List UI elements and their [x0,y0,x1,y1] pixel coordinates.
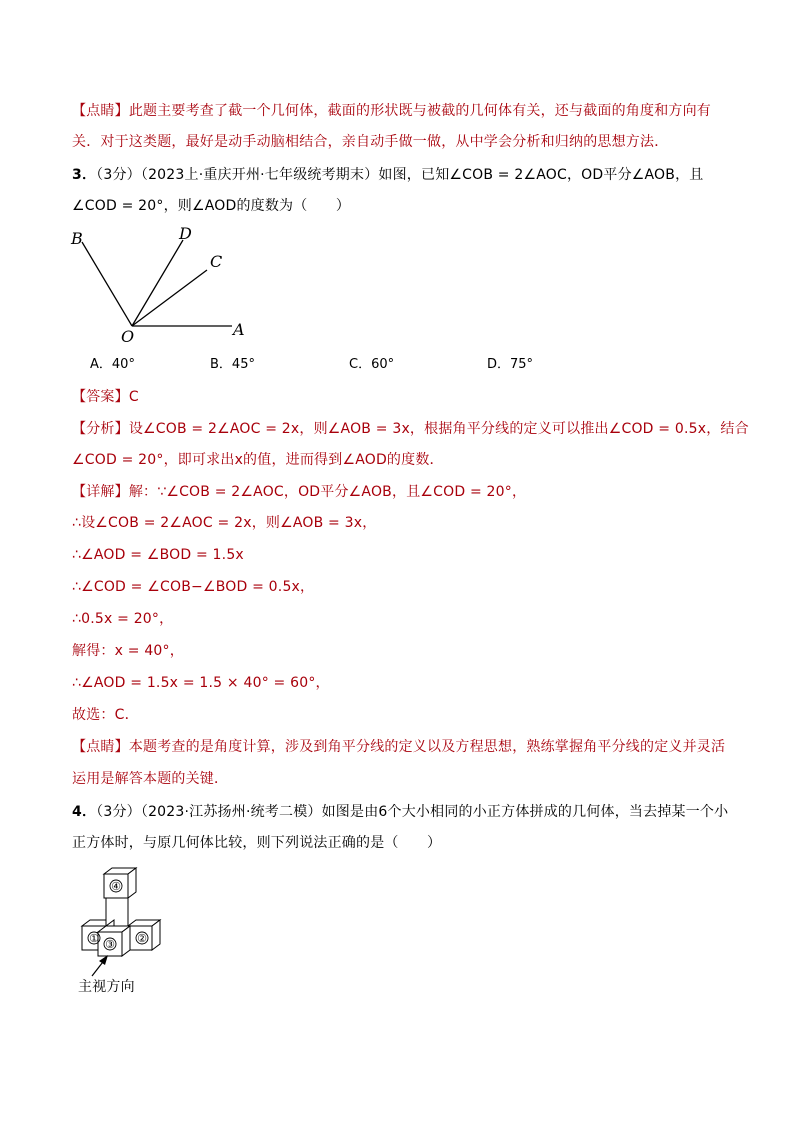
q3-source: （2023上·重庆开州·七年级统考期末） [140,167,379,183]
cube-label-4: ④ [111,880,121,893]
option-c-value: 60° [371,357,395,372]
q3-comment-tag: 【点睛】 [72,739,129,755]
q3-stem-line-1 [72,165,703,185]
detail-tag: 【详解】 [72,484,129,500]
cube-label-3: ③ [105,938,115,951]
q3-stem-line-2: ∠COD = 20°，则∠AOD的度数为（ ） [72,198,351,214]
ray-od [132,240,183,326]
label-c: C [210,252,223,271]
cube-label-1: ① [89,932,99,945]
cube-label-2: ② [137,932,147,945]
option-a-letter: A． [90,357,112,372]
ray-oc [132,270,207,326]
q3-detail-line-3: ∴∠AOD = ∠BOD = 1.5x [72,547,244,563]
comment-text: 此题主要考查了截一个几何体，截面的形状既与被截的几何体有关，还与截面的角度和方向有 [128,103,712,119]
q3-detail-line-8: 故选：C． [72,707,139,723]
option-d-letter: D． [487,357,511,372]
option-a[interactable] [90,355,135,375]
answer-value: C [128,389,139,405]
q3-comment-line-1 [72,737,725,757]
q3-detail-line-7: ∴∠AOD = 1.5x = 1.5 × 40° = 60°， [72,675,330,691]
q3-analysis-line-2: ∠COD = 20°，即可求出x的值，进而得到∠AOD的度数． [72,452,444,468]
q4-score: （3分） [96,804,141,820]
q3-detail-line-5: ∴0.5x = 20°， [72,611,174,627]
option-a-value: 40° [111,357,135,372]
q4-stem-text-1: 如图是由6个大小相同的小正方体拼成的几何体，当去掉某一个小 [321,804,729,820]
option-b[interactable] [210,355,255,375]
option-d[interactable] [487,355,533,375]
q3-detail-line-2: ∴设∠COB = 2∠AOC = 2x，则∠AOB = 3x， [72,515,377,531]
q3-answer [72,387,139,407]
prev-comment-line-1 [72,101,711,121]
q3-analysis-line-1 [72,419,749,439]
label-a: A [233,320,245,339]
label-o: O [121,327,135,346]
q3-detail-line-4: ∴∠COD = ∠COB−∠BOD = 0.5x， [72,579,315,595]
q3-detail-line-1 [72,482,526,502]
option-c[interactable] [349,355,394,375]
q3-score: （3分） [96,167,141,183]
q3-number: 3． [72,167,97,183]
q4-source: （2023·江苏扬州·统考二模） [140,804,322,820]
option-c-letter: C． [349,357,372,372]
q3-stem-text-1: 如图，已知∠COB = 2∠AOC，OD平分∠AOB，且 [378,167,704,183]
analysis-text-1: 设∠COB = 2∠AOC = 2x，则∠AOB = 3x，根据角平分线的定义可以推出∠COD = 0.5x，结合 [128,421,749,437]
analysis-tag: 【分析】 [72,421,129,437]
prev-comment-line-2: 关．对于这类题，最好是动手动脑相结合，亲自动手做一做，从中学会分析和归纳的思想方法． [72,134,669,150]
comment-tag: 【点睛】 [72,103,129,119]
q4-number: 4． [72,804,97,820]
label-d: D [179,224,192,243]
q4-stem-line-1 [72,802,728,822]
q4-stem-line-2: 正方体时，与原几何体比较，则下列说法正确的是（ ） [72,835,442,851]
option-b-letter: B． [210,357,232,372]
q3-angle-figure [60,222,270,347]
detail-text-1: 解：∵∠COB = 2∠AOC，OD平分∠AOB，且∠COD = 20°， [128,484,527,500]
q3-comment-line-2: 运用是解答本题的关键． [72,771,229,787]
answer-tag: 【答案】 [72,389,129,405]
ray-ob [82,242,132,326]
q3-comment-text-1: 本题考查的是角度计算，涉及到角平分线的定义以及方程思想，熟练掌握角平分线的定义并灵活 [128,739,726,755]
view-direction-label: 主视方向 [78,979,135,995]
q3-detail-line-6: 解得：x = 40°， [72,643,184,659]
label-b: B [71,229,83,248]
option-b-value: 45° [231,357,255,372]
option-d-value: 75° [510,357,534,372]
